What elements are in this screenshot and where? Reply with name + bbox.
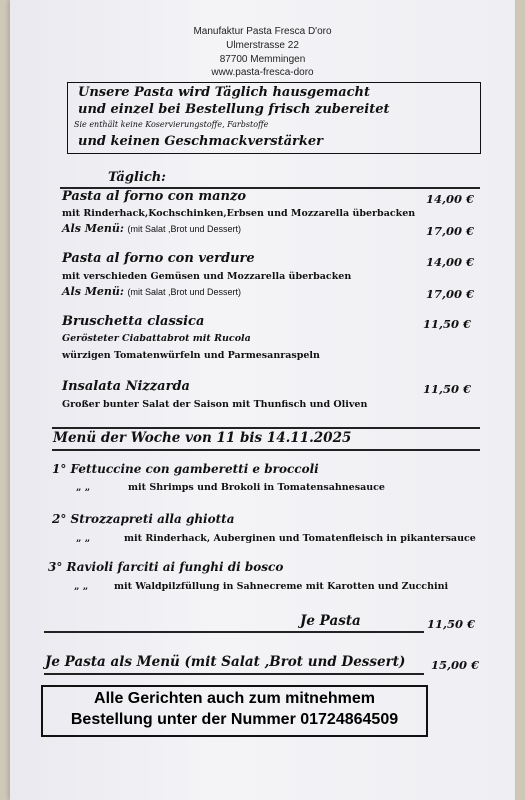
intro-line-4: und keinen Geschmackverstärker xyxy=(78,134,323,149)
ditto-mark: „ „ xyxy=(74,581,89,592)
menu-detail: (mit Salat ,Brot und Dessert) xyxy=(127,287,242,297)
dish-description: würzigen Tomatenwürfeln und Parmesanraspeln xyxy=(62,350,320,361)
takeaway-line-2: Bestellung unter der Nummer 01724864509 xyxy=(70,711,399,728)
weekly-dish-description: mit Waldpilzfüllung in Sahnecreme mit Karotten und Zucchini xyxy=(114,581,449,592)
menu-label: Als Menü: xyxy=(62,285,124,298)
weekly-bottom-divider xyxy=(52,449,480,451)
dish-price: 11,50 € xyxy=(423,317,472,331)
weekly-dish-name: 2° Strozzapreti alla ghiotta xyxy=(52,512,235,526)
dish-description: Großer bunter Salat der Saison mit Thunfisch und Oliven xyxy=(62,399,368,410)
je-pasta-label: Je Pasta xyxy=(300,613,361,629)
weekly-dish-name: 3° Ravioli farciti ai funghi di bosco xyxy=(48,560,284,574)
dish-price: 14,00 € xyxy=(426,192,475,206)
weekly-dish-description: mit Shrimps und Brokoli in Tomatensahnesauce xyxy=(128,482,385,493)
dish-name: Pasta al forno con verdure xyxy=(62,251,255,266)
menu-label: Als Menü: xyxy=(62,222,124,235)
weekly-title: Menü der Woche von 11 bis 14.11.2025 xyxy=(53,430,352,446)
menu-price: 17,00 € xyxy=(426,287,475,301)
je-pasta-price: 11,50 € xyxy=(427,617,476,631)
weekly-top-divider xyxy=(52,427,480,429)
je-pasta-menu-underline xyxy=(44,673,424,675)
daily-title: Täglich: xyxy=(108,170,166,185)
restaurant-city: 87700 Memmingen xyxy=(219,54,306,65)
takeaway-line-1: Alle Gerichten auch zum mitnehmem xyxy=(94,690,375,707)
weekly-dish-description: mit Rinderhack, Auberginen und Tomatenfleisch in pikantersauce xyxy=(124,533,476,544)
restaurant-street: Ulmerstrasse 22 xyxy=(226,40,299,51)
takeaway-box xyxy=(41,685,428,737)
restaurant-name: Manufaktur Pasta Fresca D'oro xyxy=(193,26,332,37)
menu-detail: (mit Salat ,Brot und Dessert) xyxy=(127,224,242,234)
menu-paper xyxy=(10,0,515,800)
je-pasta-underline xyxy=(44,631,424,633)
intro-line-3: Sie enthält keine Koservierungstoffe, Farbstoffe xyxy=(74,120,269,129)
intro-line-2: und einzel bei Bestellung frisch zubereitet xyxy=(78,102,390,117)
dish-description: mit verschieden Gemüsen und Mozzarella überbacken xyxy=(62,271,352,282)
restaurant-web: www.pasta-fresca-doro xyxy=(211,67,314,78)
dish-name: Bruschetta classica xyxy=(62,314,205,329)
dish-price: 14,00 € xyxy=(426,255,475,269)
weekly-dish-name: 1° Fettuccine con gamberetti e broccoli xyxy=(52,462,319,476)
ditto-mark: „ „ xyxy=(76,482,91,493)
menu-option xyxy=(62,285,241,298)
je-pasta-menu-price: 15,00 € xyxy=(431,658,480,672)
intro-line-1: Unsere Pasta wird Täglich hausgemacht xyxy=(78,85,371,100)
menu-price: 17,00 € xyxy=(426,224,475,238)
dish-description: mit Rinderhack,Kochschinken,Erbsen und Mozzarella überbacken xyxy=(62,208,416,219)
dish-price: 11,50 € xyxy=(423,382,472,396)
dish-description: Gerösteter Ciabattabrot mit Rucola xyxy=(62,333,251,344)
intro-box xyxy=(67,82,481,154)
dish-name: Insalata Nizzarda xyxy=(62,379,190,394)
ditto-mark: „ „ xyxy=(76,533,91,544)
dish-name: Pasta al forno con manzo xyxy=(62,189,247,204)
je-pasta-menu-label: Je Pasta als Menü (mit Salat ,Brot und Dessert) xyxy=(45,654,406,670)
menu-option xyxy=(62,222,241,235)
